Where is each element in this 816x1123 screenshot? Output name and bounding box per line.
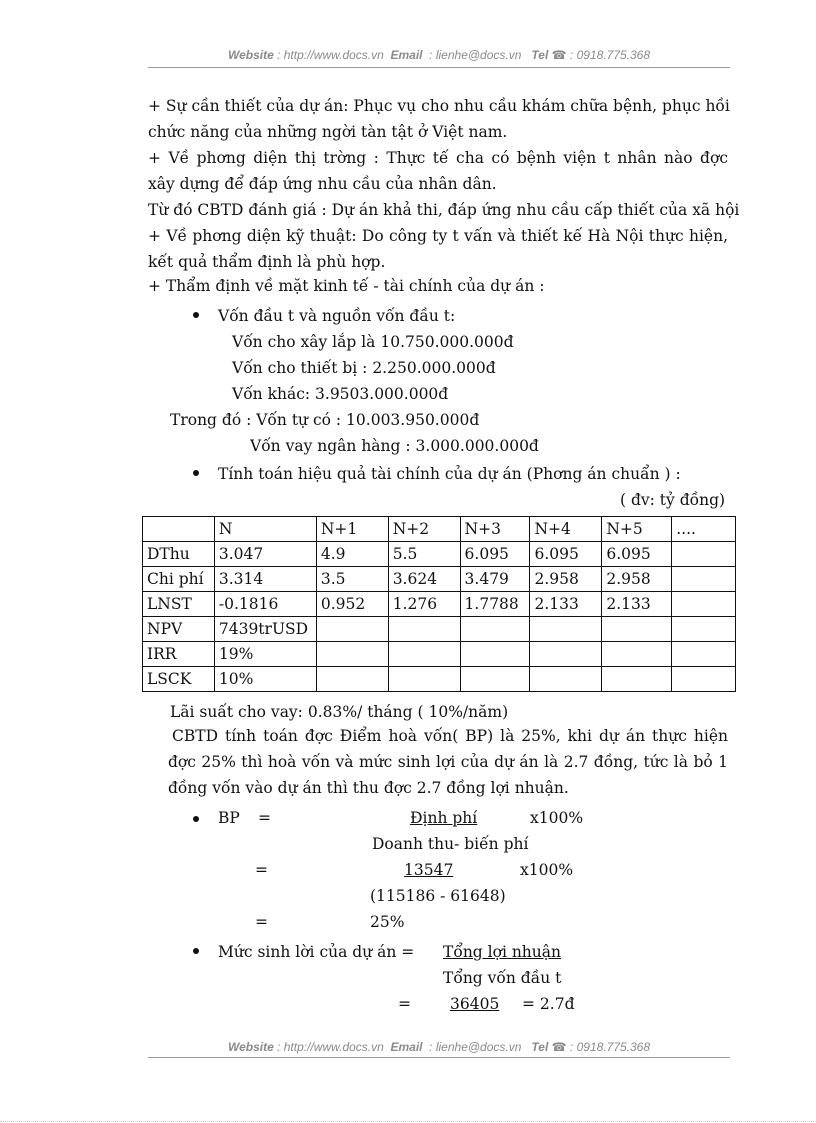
bp-numerator: Định phí	[410, 809, 478, 827]
table-cell: 2.958	[602, 567, 672, 592]
table-cell: 5.5	[388, 542, 460, 567]
financial-table	[142, 516, 736, 692]
table-cell: 3.314	[214, 567, 316, 592]
table-cell: -0.1816	[214, 592, 316, 617]
bp-numerator-value: 13547	[404, 861, 454, 879]
capital-construction: Vốn cho xây lắp là 10.750.000.000đ	[232, 333, 514, 351]
table-row	[143, 592, 736, 617]
table-cell	[530, 642, 602, 667]
table-cell: 3.479	[460, 567, 530, 592]
table-cell	[672, 642, 736, 667]
table-cell	[316, 642, 388, 667]
para-technical-line2: kết quả thẩm định là phù hợp.	[148, 253, 386, 271]
bp-multiplier-1: x100%	[530, 809, 584, 827]
table-cell	[460, 617, 530, 642]
table-header-cell: N+2	[388, 517, 460, 542]
table-cell	[388, 642, 460, 667]
table-cell: 3.5	[316, 567, 388, 592]
table-cell	[672, 592, 736, 617]
para-necessity-line2: chức năng của những ngời tàn tật ở Việt nam.	[148, 123, 508, 141]
email-value: : lienhe@docs.vn	[429, 1040, 522, 1054]
table-header-cell	[143, 517, 215, 542]
profit-label: Mức sinh lời của dự án =	[218, 943, 415, 961]
table-cell: 1.7788	[460, 592, 530, 617]
table-cell: 2.133	[602, 592, 672, 617]
table-cell: Chi phí	[143, 567, 215, 592]
bp-result: 25%	[370, 913, 405, 931]
para-market-line2: xây dựng để đáp ứng nhu cầu của nhân dân.	[148, 175, 497, 193]
bullet-dot-icon	[193, 470, 199, 476]
bp-multiplier-2: x100%	[520, 861, 574, 879]
email-label: Email	[390, 1040, 423, 1054]
table-cell	[602, 642, 672, 667]
bullet-dot-icon	[193, 816, 199, 822]
website-label: Website	[227, 1040, 274, 1054]
bullet-dot-icon	[193, 312, 199, 318]
table-cell: 4.9	[316, 542, 388, 567]
para-conclusion: Từ đó CBTD đánh giá : Dự án khả thi, đáp ứng nhu cầu cấp thiết của xã hội	[148, 201, 740, 219]
capital-heading: Vốn đầu t và nguồn vốn đầu t:	[218, 307, 456, 325]
bp-para-line3: đồng vốn vào dự án thì thu đợc 2.7 đồng lợi nhuận.	[168, 779, 569, 797]
table-cell: 6.095	[460, 542, 530, 567]
table-cell: 3.624	[388, 567, 460, 592]
footer-divider	[148, 1057, 730, 1058]
table-cell: 1.276	[388, 592, 460, 617]
table-cell	[460, 642, 530, 667]
table-cell	[530, 617, 602, 642]
capital-own: Trong đó : Vốn tự có : 10.003.950.000đ	[170, 411, 480, 429]
table-cell: 6.095	[530, 542, 602, 567]
profit-numerator: Tổng lợi nhuận	[443, 943, 561, 961]
para-financial-heading: + Thẩm định về mặt kinh tế - tài chính của dự án :	[148, 277, 545, 295]
table-cell	[672, 542, 736, 567]
table-row	[143, 542, 736, 567]
table-header-cell: N+1	[316, 517, 388, 542]
capital-loan: Vốn vay ngân hàng : 3.000.000.000đ	[250, 437, 539, 455]
table-header-cell: ....	[672, 517, 736, 542]
profit-numerator-value: 36405	[450, 995, 500, 1013]
table-cell	[316, 667, 388, 692]
table-row	[143, 617, 736, 642]
tel-value: ☎ : 0918.775.368	[551, 1040, 651, 1054]
table-cell	[460, 667, 530, 692]
table-cell: DThu	[143, 542, 215, 567]
website-label: Website	[227, 48, 274, 62]
page-header	[148, 48, 730, 62]
table-cell: 0.952	[316, 592, 388, 617]
table-cell	[530, 667, 602, 692]
table-cell	[602, 617, 672, 642]
table-cell	[672, 617, 736, 642]
para-technical-line1: + Về phơng diện kỹ thuật: Do công ty t vấn và thiết kế Hà Nội thực hiện,	[148, 227, 728, 245]
table-cell: 19%	[214, 642, 316, 667]
table-cell: 2.133	[530, 592, 602, 617]
interest-note: Lãi suất cho vay: 0.83%/ tháng ( 10%/năm)	[170, 703, 509, 721]
tel-label: Tel	[531, 48, 549, 62]
para-market-line1: + Về phơng diện thị trờng : Thực tế cha có bệnh viện t nhân nào đợc	[148, 149, 728, 167]
table-cell	[388, 617, 460, 642]
bp-equals-1: =	[258, 809, 271, 827]
table-cell	[672, 667, 736, 692]
table-cell	[672, 567, 736, 592]
website-value: : http://www.docs.vn	[277, 1040, 384, 1054]
table-header-cell: N	[214, 517, 316, 542]
table-cell: LNST	[143, 592, 215, 617]
para-necessity-line1: + Sự cần thiết của dự án: Phục vụ cho nhu cầu khám chữa bệnh, phục hồi	[148, 97, 730, 115]
profit-denominator: Tổng vốn đầu t	[443, 969, 562, 987]
page-footer	[148, 1040, 730, 1054]
table-cell: 6.095	[602, 542, 672, 567]
table-cell: 10%	[214, 667, 316, 692]
header-divider	[148, 67, 730, 68]
efficiency-heading: Tính toán hiệu quả tài chính của dự án (Phơng án chuẩn ) :	[218, 465, 681, 483]
table-row	[143, 642, 736, 667]
tel-label: Tel	[531, 1040, 549, 1054]
table-header-row	[143, 517, 736, 542]
table-cell: 3.047	[214, 542, 316, 567]
table-cell: NPV	[143, 617, 215, 642]
tel-value: ☎ : 0918.775.368	[551, 48, 651, 62]
table-header-cell: N+4	[530, 517, 602, 542]
capital-other: Vốn khác: 3.9503.000.000đ	[232, 385, 449, 403]
bp-para-line2: đợc 25% thì hoà vốn và mức sinh lợi của dự án là 2.7 đồng, tức là bỏ 1	[168, 753, 728, 771]
bp-para-line1: CBTD tính toán đợc Điểm hoà vốn( BP) là 25%, khi dự án thực hiện	[172, 727, 728, 745]
bp-equals-3: =	[255, 913, 268, 931]
table-cell: IRR	[143, 642, 215, 667]
capital-equipment: Vốn cho thiết bị : 2.250.000.000đ	[232, 359, 496, 377]
email-value: : lienhe@docs.vn	[429, 48, 522, 62]
table-cell	[316, 617, 388, 642]
table-cell: LSCK	[143, 667, 215, 692]
unit-note: ( đv: tỷ đồng)	[620, 491, 726, 509]
website-value: : http://www.docs.vn	[277, 48, 384, 62]
table-cell	[388, 667, 460, 692]
email-label: Email	[390, 48, 423, 62]
table-header-cell: N+3	[460, 517, 530, 542]
table-cell: 2.958	[530, 567, 602, 592]
table-cell: 7439trUSD	[214, 617, 316, 642]
bp-label: BP	[218, 809, 240, 827]
table-header-cell: N+5	[602, 517, 672, 542]
profit-equals: =	[398, 995, 411, 1013]
page-bottom-dotted-line	[0, 1121, 816, 1122]
table-row	[143, 567, 736, 592]
table-row	[143, 667, 736, 692]
bp-denominator: Doanh thu- biến phí	[372, 835, 529, 853]
table-cell	[602, 667, 672, 692]
bp-denominator-value: (115186 - 61648)	[370, 887, 506, 905]
bp-equals-2: =	[255, 861, 268, 879]
profit-result: = 2.7đ	[522, 995, 575, 1013]
bullet-dot-icon	[193, 948, 199, 954]
